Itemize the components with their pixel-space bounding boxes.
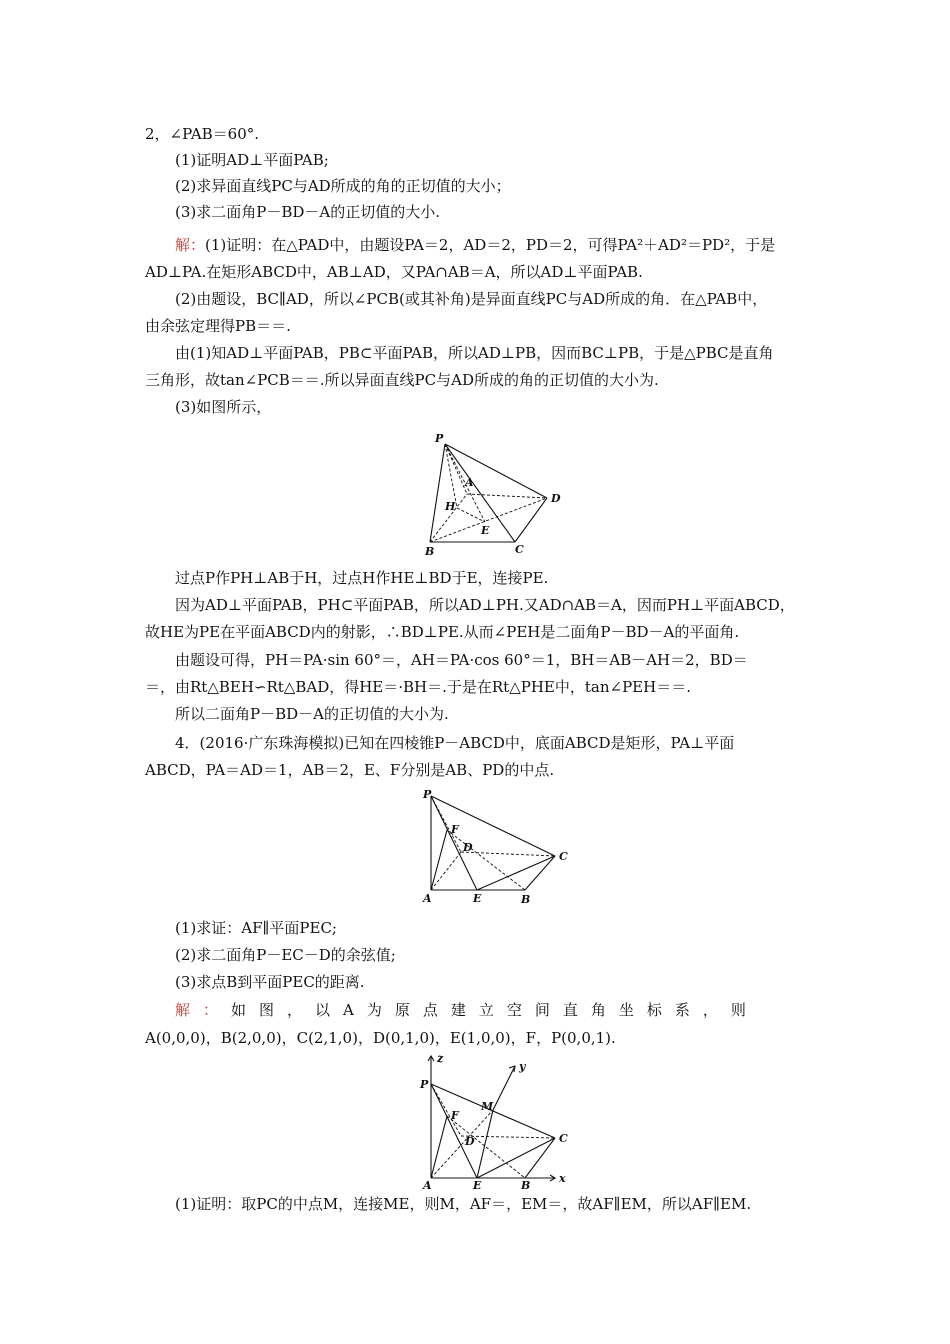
fig3-label-x: x xyxy=(559,1172,566,1185)
text-line: 因为AD⊥平面PAB，PH⊂平面PAB，所以AD⊥PH.又AD∩AB＝A，因而PH⊥平面ABCD， xyxy=(175,596,795,614)
problem-4-question-2: (2)求二面角P－EC－D的余弦值; xyxy=(175,946,396,964)
fig1-label-p: P xyxy=(435,432,444,445)
text-line: (2)由题设，BC∥AD，所以∠PCB(或其补角)是异面直线PC与AD所成的角．在△PAB中， xyxy=(175,290,768,308)
fig2-label-d: D xyxy=(463,841,473,854)
coordinate-pyramid-figure xyxy=(415,1052,575,1190)
text-line: 三角形，故tan∠PCB＝＝.所以异面直线PC与AD所成的角的正切值的大小为. xyxy=(145,371,659,389)
question-1: (1)证明AD⊥平面PAB; xyxy=(175,151,329,169)
fig1-label-a: A xyxy=(465,476,474,489)
problem-4-line-2: ABCD，PA＝AD＝1，AB＝2，E、F分别是AB、PD的中点. xyxy=(145,761,555,779)
solution-line-1 xyxy=(175,235,775,255)
text-line: 由题设可得，PH＝PA·sin 60°＝，AH＝PA·cos 60°＝1，BH＝AB－AH＝2，BD＝ xyxy=(175,651,748,669)
fig3-label-y: y xyxy=(519,1060,526,1073)
fig1-label-c: C xyxy=(515,543,524,556)
problem-4-line-1: 4．(2016·广东珠海模拟)已知在四棱锥P－ABCD中，底面ABCD是矩形，PA⊥平面 xyxy=(175,734,735,752)
text-line: (3)如图所示， xyxy=(175,398,272,416)
fig3-label-c: C xyxy=(559,1132,568,1145)
fig3-label-a: A xyxy=(423,1179,432,1190)
fig2-label-f: F xyxy=(451,823,459,836)
fig1-label-d: D xyxy=(551,492,561,505)
fig3-label-b: B xyxy=(521,1179,531,1190)
problem-4-question-3: (3)求点B到平面PEC的距离. xyxy=(175,973,365,991)
text-line: 由(1)知AD⊥平面PAB，PB⊂平面PAB，所以AD⊥PB，因而BC⊥PB，于是△PBC是直角 xyxy=(175,344,774,362)
fig1-label-b: B xyxy=(425,545,435,558)
fig2-label-c: C xyxy=(559,850,568,863)
text-line: 所以二面角P－BD－A的正切值的大小为. xyxy=(175,705,449,723)
fig1-label-h: H xyxy=(445,500,456,513)
fig1-label-e: E xyxy=(481,524,490,537)
text-line: 故HE为PE在平面ABCD内的射影，∴BD⊥PE.从而∠PEH是二面角P－BD－A的平面角. xyxy=(145,623,740,641)
fig3-label-f: F xyxy=(451,1109,459,1122)
fig2-label-b: B xyxy=(521,893,531,906)
fig3-label-p: P xyxy=(420,1078,429,1091)
fig2-label-e: E xyxy=(473,892,482,905)
problem-4-question-1: (1)求证：AF∥平面PEC; xyxy=(175,919,337,937)
text-line: 过点P作PH⊥AB于H，过点H作HE⊥BD于E，连接PE. xyxy=(175,569,549,587)
text-line: AD⊥PA.在矩形ABCD中，AB⊥AD，又PA∩AB＝A，所以AD⊥平面PAB. xyxy=(145,263,643,281)
text-line-1: 2，∠PAB＝60°. xyxy=(145,125,260,143)
fig3-label-e: E xyxy=(473,1179,482,1190)
fig3-label-m: M xyxy=(481,1100,494,1113)
solution-text: (1)证明：在△PAD中，由题设PA＝2，AD＝2，PD＝2，可得PA²＋AD²＝PD²，于是 xyxy=(205,236,776,254)
question-3: (3)求二面角P－BD－A的正切值的大小. xyxy=(175,203,440,221)
fig2-label-a: A xyxy=(423,892,432,905)
fig2-label-p: P xyxy=(423,788,432,801)
pyramid-figure-1 xyxy=(415,430,575,560)
text-line: 由余弦定理得PB＝＝. xyxy=(145,317,291,335)
text-line: ＝，由Rt△BEH∽Rt△BAD，得HE＝·BH＝.于是在Rt△PHE中，tan∠PEH＝＝. xyxy=(145,678,691,696)
solution-2-line-1 xyxy=(175,1000,759,1020)
pyramid-figure-2 xyxy=(415,786,575,911)
fig3-label-d: D xyxy=(465,1135,475,1148)
question-2: (2)求异面直线PC与AD所成的角的正切值的大小； xyxy=(175,177,511,195)
solution-label: 解： xyxy=(175,1001,232,1019)
solution-label: 解： xyxy=(175,236,206,254)
solution-text: 如图，以A为原点建立空间直角坐标系，则 xyxy=(231,1001,759,1019)
coordinates-line: A(0,0,0)，B(2,0,0)，C(2,1,0)，D(0,1,0)，E(1,0,0)，F，P(0,0,1). xyxy=(145,1029,616,1047)
fig3-label-z: z xyxy=(437,1052,444,1065)
proof-line: (1)证明：取PC的中点M，连接ME，则M，AF＝，EM＝，故AF∥EM，所以AF∥EM. xyxy=(175,1195,752,1213)
